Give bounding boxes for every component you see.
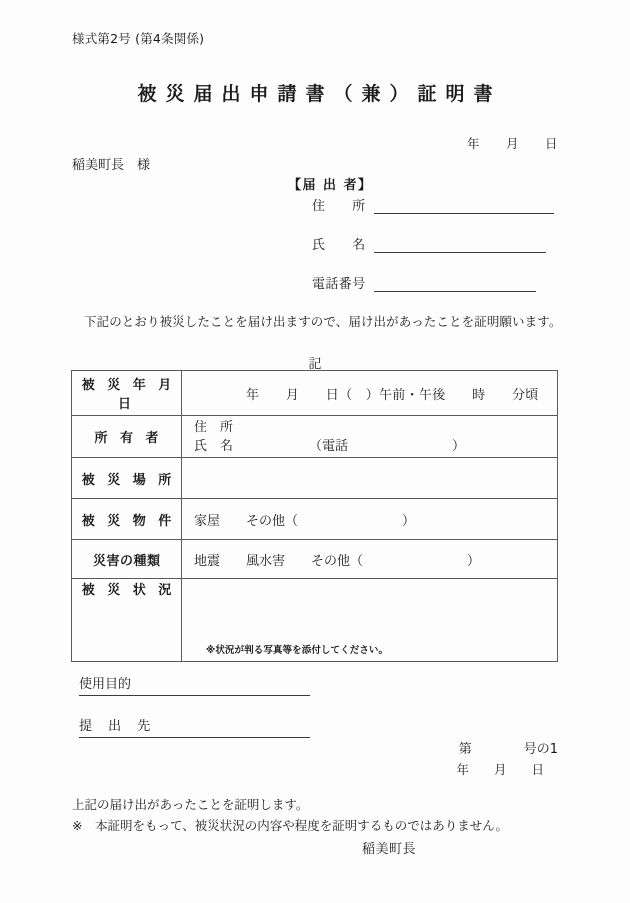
disaster-kind-value: 地震 風水害 その他（ ） xyxy=(194,553,481,569)
damage-status-area[interactable] xyxy=(194,579,557,661)
owner-address-label: 住 所 xyxy=(194,420,234,435)
applicant-telephone-row xyxy=(312,273,536,292)
table-row xyxy=(72,416,558,458)
certification-disclaimer: ※ 本証明をもって、被災状況の内容や程度を証明するものではありません。 xyxy=(72,818,508,833)
row-label-disaster-kind: 災害の種類 xyxy=(72,540,182,579)
addressee: 稲美町長 様 xyxy=(72,158,151,173)
request-statement: 下記のとおり被災したことを届け出ますので、届け出があったことを証明願います。 xyxy=(84,314,562,329)
row-value-owner[interactable] xyxy=(182,416,558,458)
table-row xyxy=(72,499,558,540)
owner-name-line xyxy=(194,437,557,456)
row-label-damage-place: 被 災 場 所 xyxy=(72,458,182,499)
applicant-address-row xyxy=(312,195,554,214)
applicant-address-input[interactable] xyxy=(374,198,554,214)
applicant-name-label: 氏 名 xyxy=(312,238,366,253)
damage-status-note: ※状況が判る写真等を添付してください。 xyxy=(206,645,389,656)
submission-destination-field[interactable] xyxy=(79,715,310,738)
document-title: 被災届出申請書（兼）証明書 xyxy=(137,83,502,105)
row-label-owner: 所 有 者 xyxy=(72,416,182,458)
applicant-address-label: 住 所 xyxy=(312,199,366,214)
purpose-of-use-label: 使用目的 xyxy=(79,677,132,692)
row-value-damage-status[interactable] xyxy=(182,579,558,662)
certificate-date: 年 月 日 xyxy=(456,762,544,777)
table-row xyxy=(72,458,558,499)
owner-value-block xyxy=(194,417,557,456)
row-value-damaged-object[interactable] xyxy=(182,499,558,540)
owner-telephone-label: （電話 ） xyxy=(309,439,466,454)
certification-statement: 上記の届け出があったことを証明します。 xyxy=(72,797,309,812)
certifier-signature-line: 稲美町長 xyxy=(362,842,417,857)
applicant-telephone-label: 電話番号 xyxy=(312,277,366,292)
purpose-of-use-field[interactable] xyxy=(79,673,310,696)
applicant-name-input[interactable] xyxy=(374,237,546,253)
form-number: 様式第2号 (第4条関係) xyxy=(72,31,205,46)
row-value-damage-place[interactable] xyxy=(182,458,558,499)
certificate-number: 第 号の1 xyxy=(458,742,558,757)
damage-details-table xyxy=(71,370,558,662)
row-label-damage-status: 被 災 状 況 xyxy=(72,579,182,662)
damaged-object-value: 家屋 その他（ ） xyxy=(194,513,416,529)
record-marker: 記 xyxy=(308,357,322,372)
owner-name-label: 氏 名 xyxy=(194,439,234,454)
damage-date-value: 年 月 日（ ）午前・午後 時 分頃 xyxy=(246,387,539,403)
row-value-disaster-kind[interactable] xyxy=(182,540,558,579)
row-label-damaged-object: 被 災 物 件 xyxy=(72,499,182,540)
issue-date-line: 年 月 日 xyxy=(466,136,558,151)
row-label-damage-date: 被 災 年 月 日 xyxy=(72,371,182,416)
applicant-telephone-input[interactable] xyxy=(374,276,536,292)
submission-destination-label: 提 出 先 xyxy=(79,719,157,734)
applicant-section-heading: 【届 出 者】 xyxy=(288,178,373,193)
table-row xyxy=(72,371,558,416)
row-value-damage-date[interactable] xyxy=(182,371,558,416)
table-row xyxy=(72,579,558,662)
applicant-name-row xyxy=(312,234,546,253)
table-row xyxy=(72,540,558,579)
